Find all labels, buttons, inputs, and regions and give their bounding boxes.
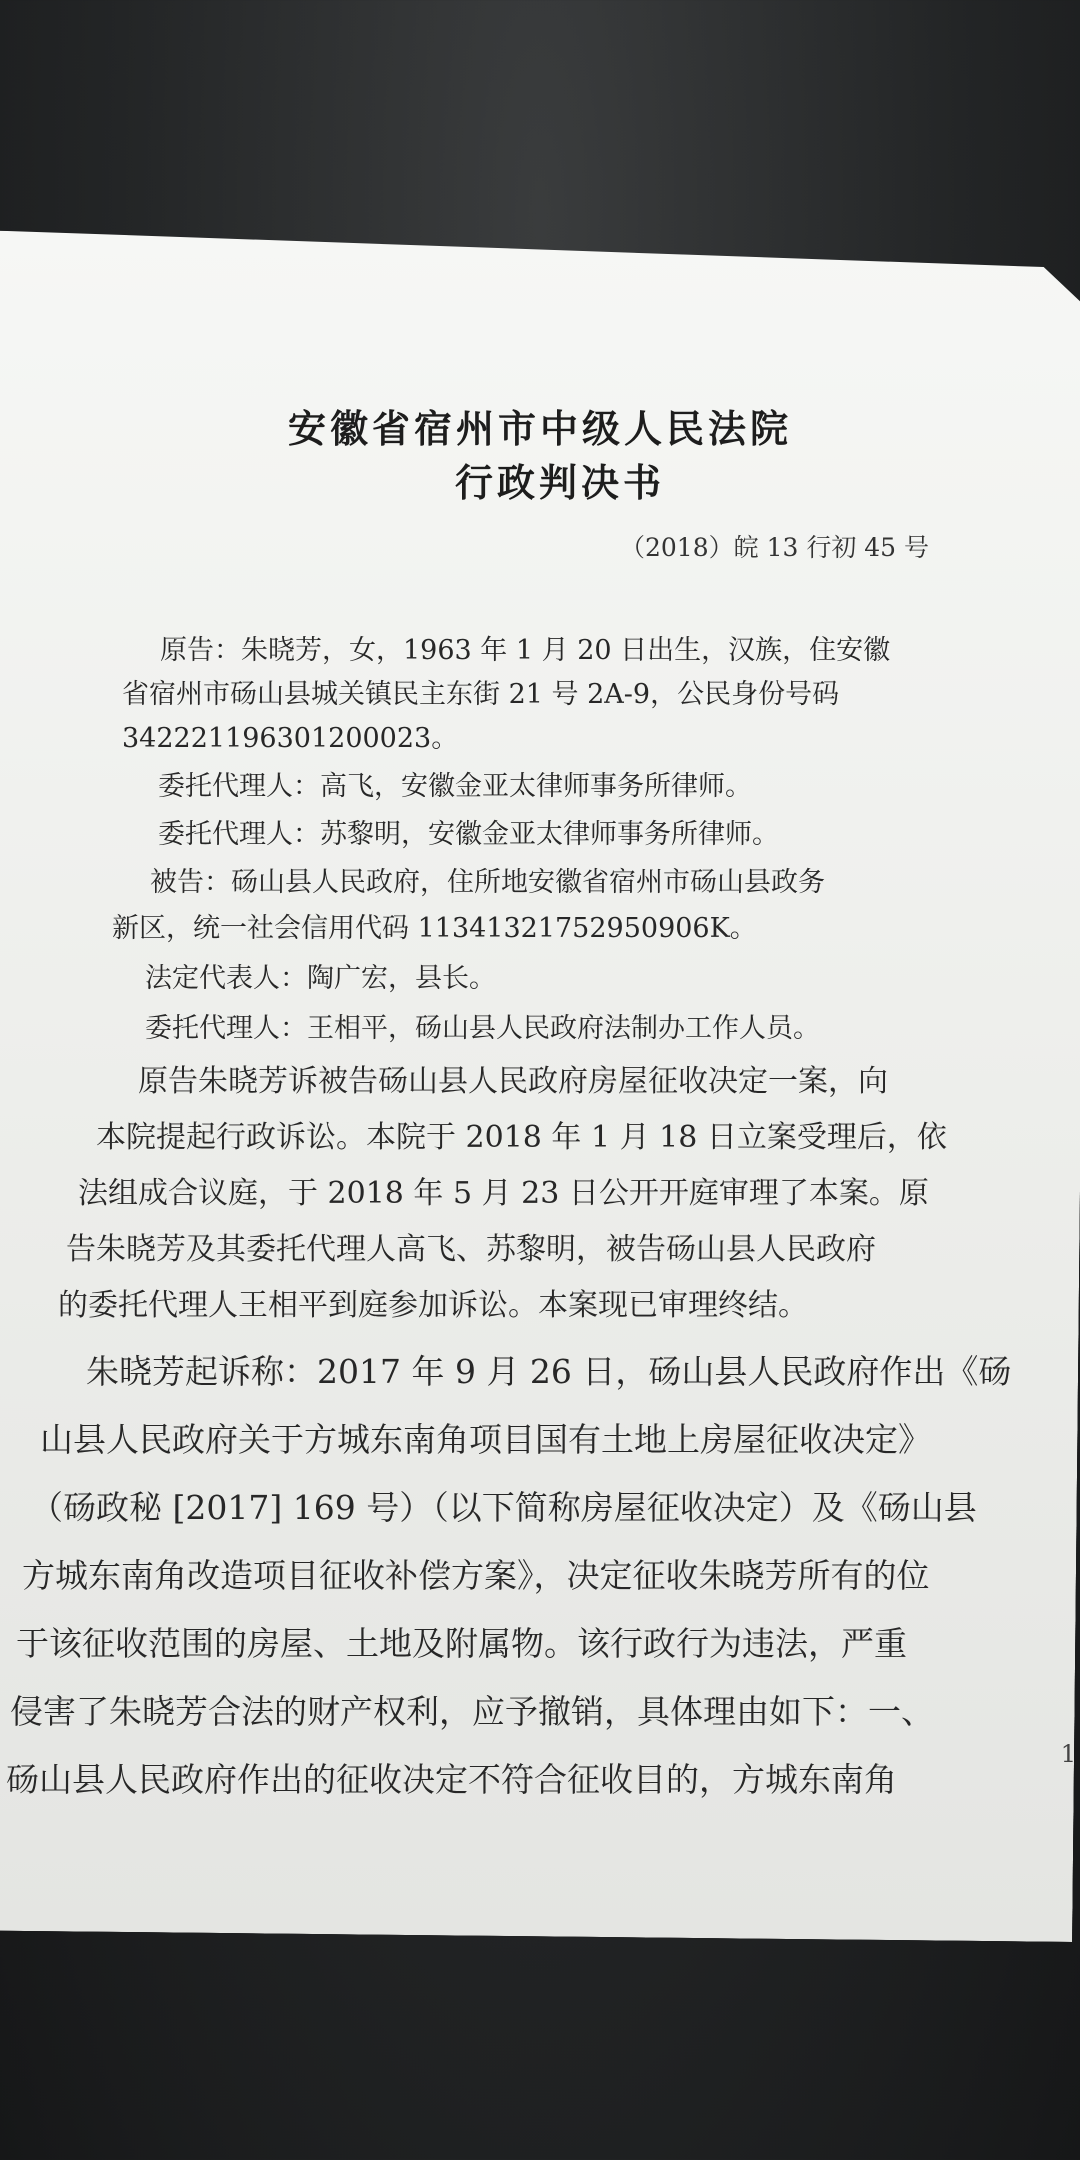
claim-line-7: 砀山县人民政府作出的征收决定不符合征收目的，方城东南角	[6, 1760, 897, 1799]
claim-line-2: 山县人民政府关于方城东南角项目国有土地上房屋征收决定》	[40, 1420, 931, 1459]
plaintiff-line-1: 原告：朱晓芳，女，1963 年 1 月 20 日出生，汉族，住安徽	[160, 635, 891, 666]
page-number: 1	[1060, 1740, 1076, 1768]
legal-rep-line: 法定代表人：陶广宏，县长。	[145, 963, 496, 994]
claim-line-3: （砀政秘 [2017] 169 号）（以下简称房屋征收决定）及《砀山县	[30, 1488, 977, 1527]
defendant-line-2: 新区，统一社会信用代码 11341321752950906K。	[112, 913, 757, 944]
case-number: （2018）皖 13 行初 45 号	[620, 533, 930, 562]
plaintiff-line-3: 342221196301200023。	[122, 723, 459, 754]
defendant-line-1: 被告：砀山县人民政府，住所地安徽省宿州市砀山县政务	[150, 867, 825, 898]
agent-line-1: 委托代理人：高飞，安徽金亚太律师事务所律师。	[158, 771, 752, 802]
procedure-line-1: 原告朱晓芳诉被告砀山县人民政府房屋征收决定一案，向	[138, 1064, 888, 1099]
claim-line-5: 于该征收范围的房屋、土地及附属物。该行政行为违法，严重	[16, 1624, 907, 1663]
procedure-line-2: 本院提起行政诉讼。本院于 2018 年 1 月 18 日立案受理后，依	[96, 1120, 947, 1155]
procedure-line-3: 法组成合议庭，于 2018 年 5 月 23 日公开开庭审理了本案。原	[78, 1176, 929, 1211]
procedure-line-5: 的委托代理人王相平到庭参加诉讼。本案现已审理终结。	[58, 1288, 808, 1323]
plaintiff-line-2: 省宿州市砀山县城关镇民主东街 21 号 2A-9，公民身份号码	[122, 679, 840, 710]
document-type: 行政判决书	[454, 460, 665, 505]
claim-line-6: 侵害了朱晓芳合法的财产权利，应予撤销，具体理由如下：一、	[10, 1692, 934, 1731]
claim-line-1: 朱晓芳起诉称：2017 年 9 月 26 日，砀山县人民政府作出《砀	[86, 1352, 1012, 1391]
agent-line-2: 委托代理人：苏黎明，安徽金亚太律师事务所律师。	[158, 819, 779, 850]
defendant-agent-line: 委托代理人：王相平，砀山县人民政府法制办工作人员。	[145, 1013, 820, 1044]
claim-line-4: 方城东南角改造项目征收补偿方案》，决定征收朱晓芳所有的位	[22, 1556, 930, 1595]
procedure-line-4: 告朱晓芳及其委托代理人高飞、苏黎明，被告砀山县人民政府	[66, 1232, 876, 1267]
court-name: 安徽省宿州市中级人民法院	[287, 406, 792, 451]
